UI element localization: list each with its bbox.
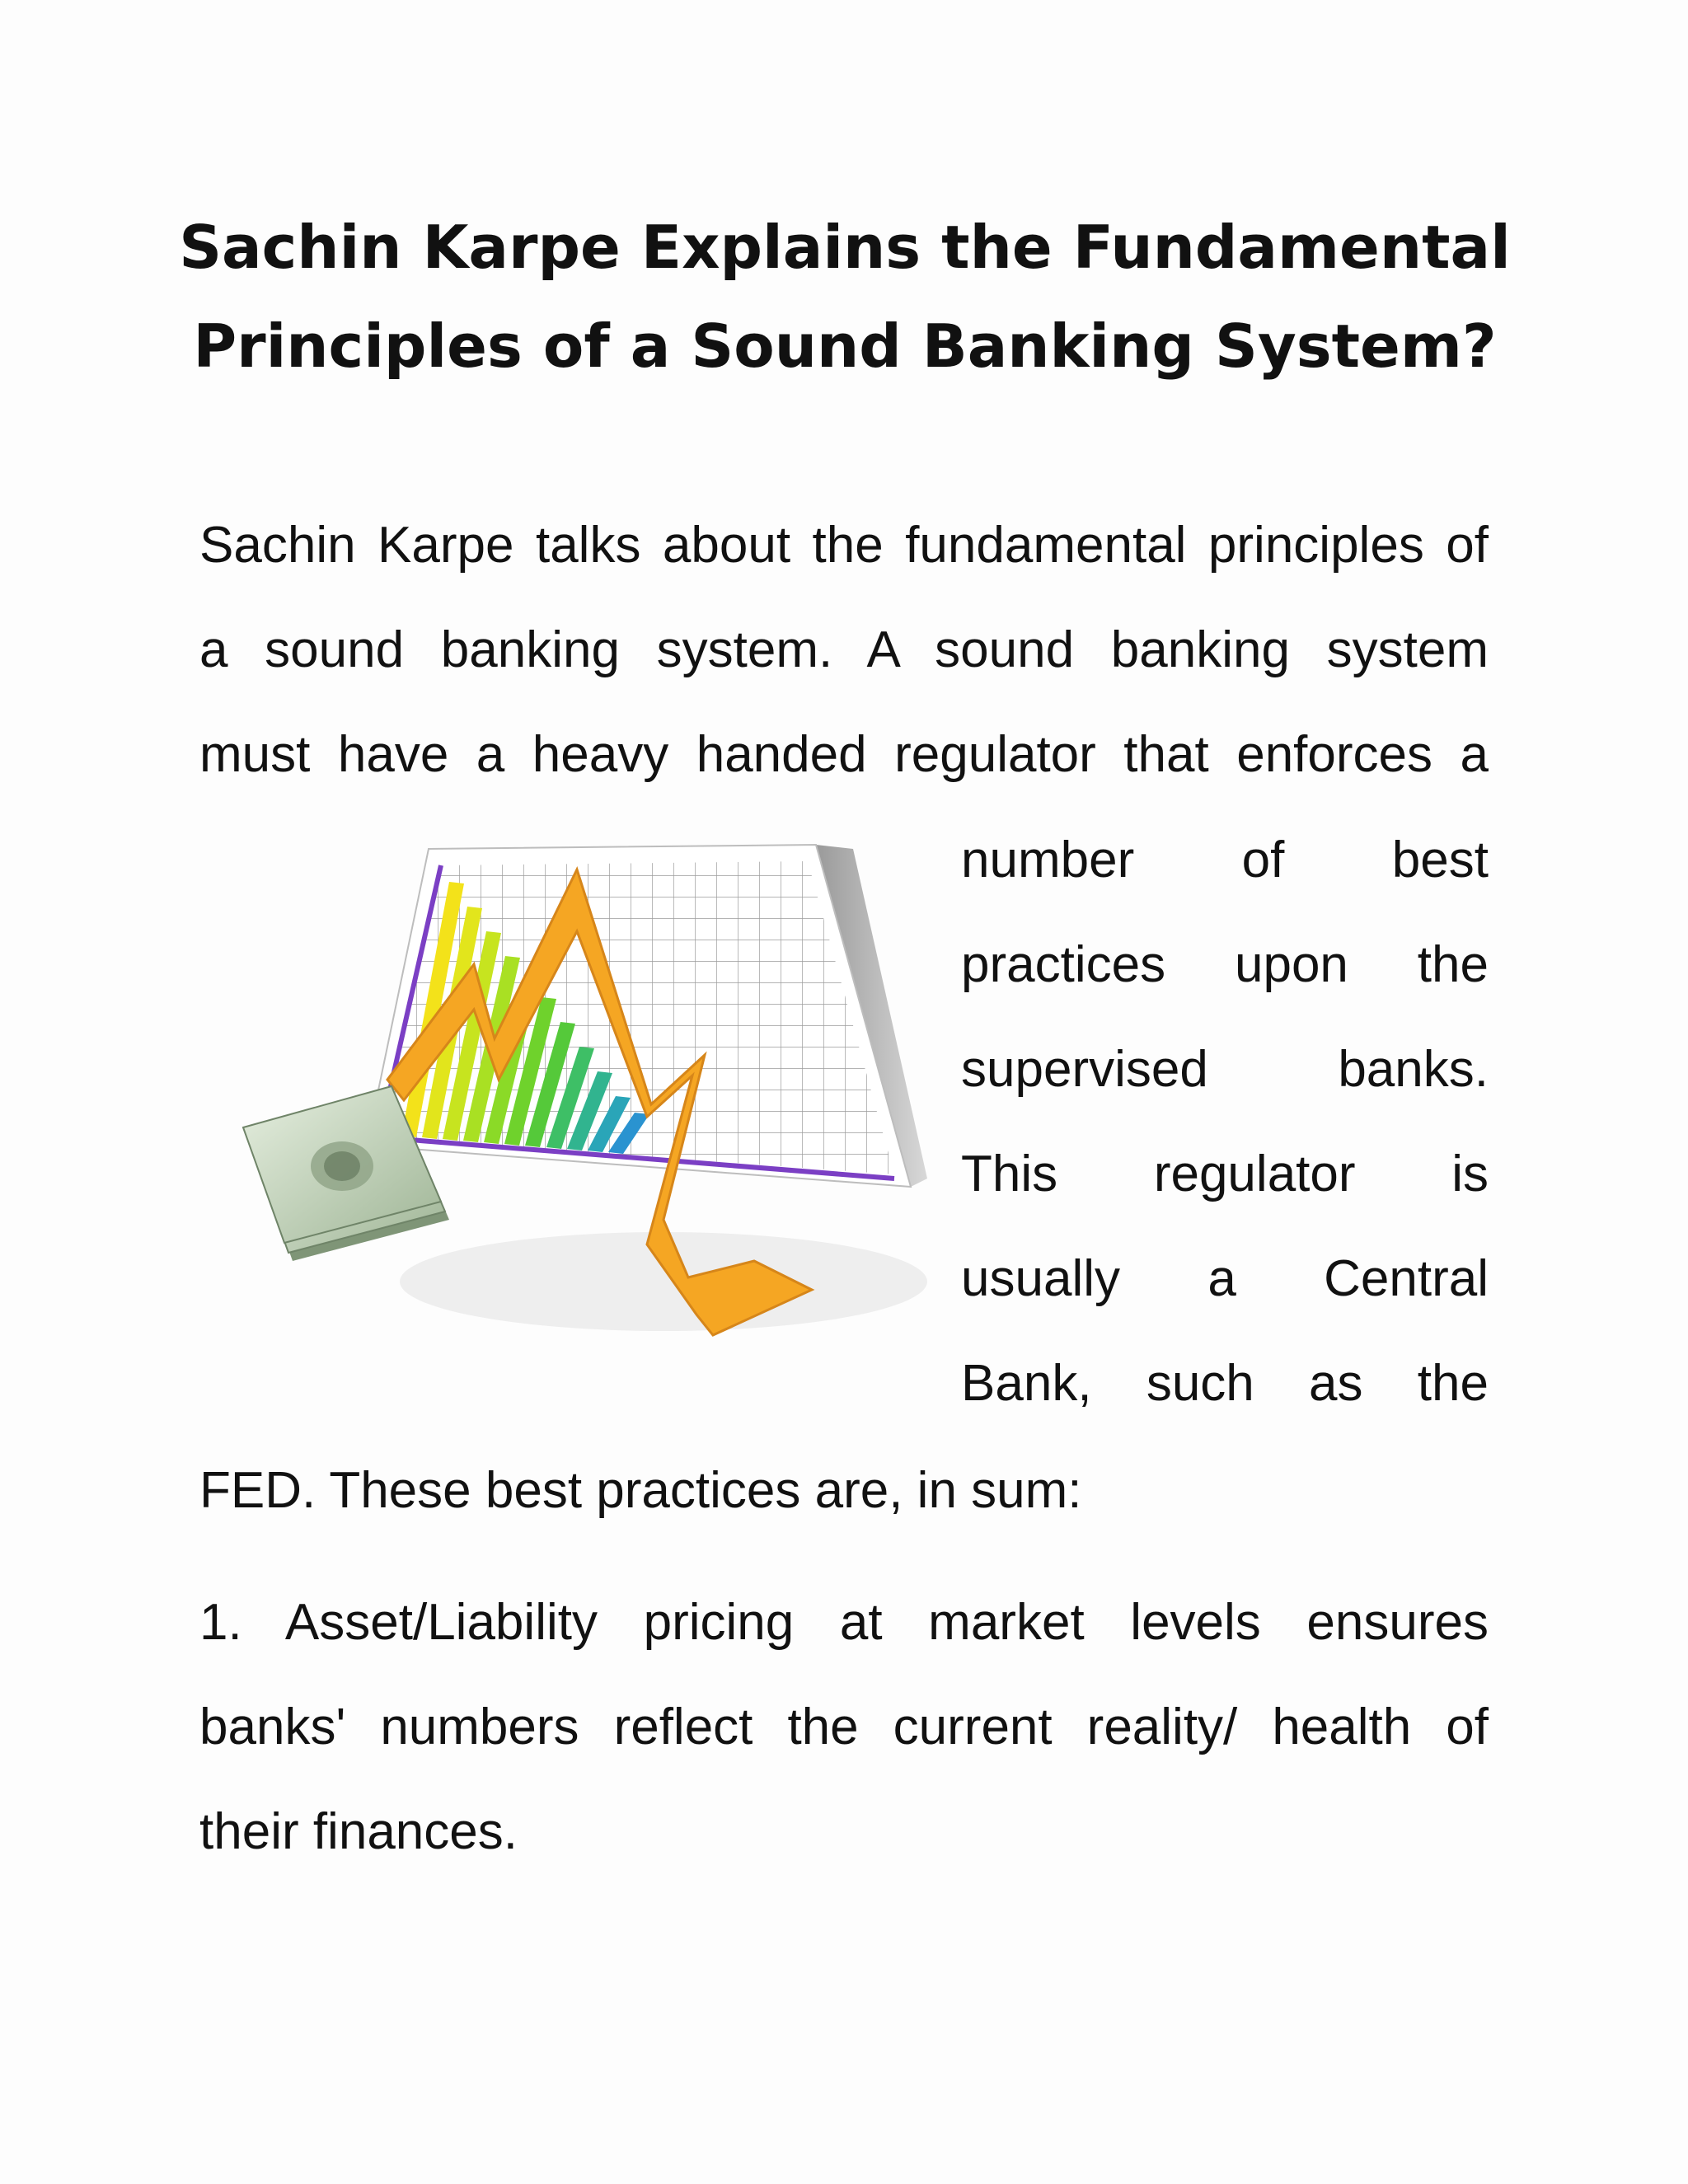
wrapped-line-2: practices upon the [961,936,1489,993]
title-line-1: Sachin Karpe Explains the Fundamental [179,213,1511,282]
list-item-1 [199,1570,1489,1884]
list-item-1-line-3: their finances. [199,1803,518,1860]
list-item-1-line-1: 1. Asset/Liability pricing at market levels ensures [199,1594,1489,1651]
wrapped-line-6: Bank, such as the [961,1355,1489,1412]
falling-bar-chart-with-money-icon [202,832,940,1368]
list-item-1-line-2: banks' numbers reflect the current reality/ health of [199,1699,1489,1755]
title-line-2: Principles of a Sound Banking System? [193,312,1497,381]
wrapped-line-4: This regulator is [961,1146,1489,1202]
page-title [148,198,1541,396]
wrapped-paragraph [961,808,1489,1436]
wrapped-line-3: supervised banks. [961,1041,1489,1098]
intro-line-1: Sachin Karpe talks about the fundamental principles of [199,517,1489,574]
wrapped-line-1: number of best [961,832,1489,888]
closing-line [199,1438,1489,1543]
intro-paragraph [199,493,1489,807]
closing-line-text: FED. These best practices are, in sum: [199,1462,1082,1519]
wrapped-line-5: usually a Central [961,1250,1489,1307]
intro-line-2: a sound banking system. A sound banking system [199,621,1489,678]
intro-line-3: must have a heavy handed regulator that enforces a [199,726,1489,783]
